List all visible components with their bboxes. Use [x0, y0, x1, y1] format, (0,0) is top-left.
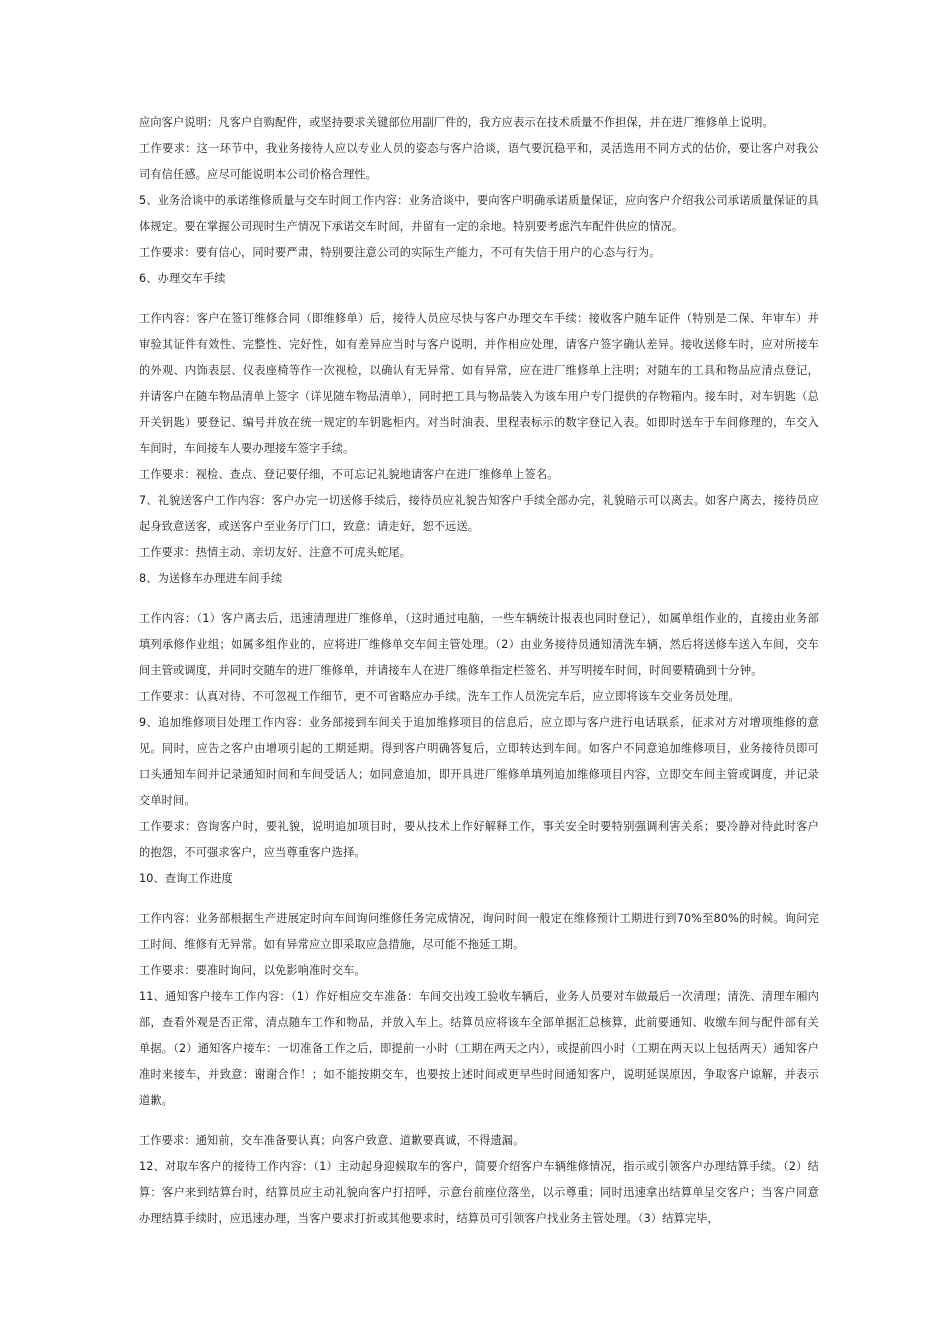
paragraph-12: 工作要求：认真对待、不可忽视工作细节，更不可省略应办手续。洗车工作人员洗完车后，应立即将该车交业务员处理。 [139, 690, 740, 703]
paragraph-3: 5、业务洽谈中的承诺维修质量与交车时间工作内容：业务洽谈中，要向客户明确承诺质量保证，应向客户介绍我公司承诺质量保证的具体规定。要在掌握公司现时生产情况下承诺交车时间，并留有一定的余地。特别要考虑汽车配件供应的情况。 [139, 194, 819, 233]
paragraph-13: 9、追加维修项目处理工作内容：业务部接到车间关于追加维修项目的信息后，应立即与客户进行电话联系，征求对方对增项维修的意见。同时，应告之客户由增项引起的工期延期。得到客户明确答复后，立即转达到车间。如客户不同意追加维修项目，业务接待员即可口头通知车间并记录通知时间和车间受话人；如同意追加，即开具进厂维修单填列追加维修项目内容，立即交车间主管或调度，并记录交单时间。 [139, 716, 819, 807]
paragraph-gap [139, 1114, 819, 1128]
paragraph-8: 7、礼貌送客户工作内容：客户办完一切送修手续后，接待员应礼貌告知客户手续全部办完，礼貌暗示可以离去。如客户离去，接待员应起身致意送客，或送客户至业务厅门口，致意：请走好，恕不远送。 [139, 494, 819, 533]
section-heading-10: 10、查询工作进度 [139, 872, 233, 885]
paragraph-9: 工作要求：热情主动、亲切友好、注意不可虎头蛇尾。 [139, 546, 412, 559]
paragraph-14: 工作要求：咨询客户时，要礼貌，说明追加项目时，要从技术上作好解释工作，事关安全时要特别强调利害关系；要冷静对待此时客户的抱怨，不可强求客户，应当尊重客户选择。 [139, 820, 819, 859]
paragraph-gap [139, 292, 819, 306]
paragraph-11: 工作内容：（1）客户离去后，迅速清理进厂维修单，（这时通过电脑，一些车辆统计报表也同时登记），如属单组作业的，直接由业务部填列承修作业组；如属多组作业的，应将进厂维修单交车间主管处理。（2）由业务接待员通知清洗车辆，然后将送修车送入车间，交车间主管或调度，并同时交随车的进厂维修单，并请接车人在进厂维修单指定栏签名、并写明接车时间，时间要精确到十分钟。 [139, 612, 819, 677]
paragraph-7: 工作要求：视检、查点、登记要仔细，不可忘记礼貌地请客户在进厂维修单上签名。 [139, 468, 559, 481]
paragraph-16: 工作内容：业务部根据生产进展定时向车间询问维修任务完成情况，询问时间一般定在维修预计工期进行到70%至80%的时候。询问完工时间、维修有无异常。如有异常应立即采取应急措施，尽可能不拖延工期。 [139, 912, 819, 951]
paragraph-gap [139, 592, 819, 606]
paragraph-2: 工作要求：这一环节中，我业务接待人应以专业人员的姿态与客户洽谈，语气要沉稳平和，灵活选用不同方式的估价，要让客户对我公司有信任感。应尽可能说明本公司价格合理性。 [139, 142, 819, 181]
paragraph-1: 应向客户说明：凡客户自购配件，或坚持要求关键部位用副厂件的，我方应表示在技术质量不作担保，并在进厂维修单上说明。 [139, 116, 774, 129]
section-heading-6: 6、办理交车手续 [139, 272, 226, 285]
paragraph-20: 12、对取车客户的接待工作内容：（1）主动起身迎候取车的客户，简要介绍客户车辆维修情况，指示或引领客户办理结算手续。（2）结算：客户来到结算台时，结算员应主动礼貌向客户打招呼，示意台前座位落坐，以示尊重；同时迅速拿出结算单呈交客户；当客户同意办理结算手续时，应迅速办理，当客户要求打折或其他要求时，结算员可引领客户找业务主管处理。（3）结算完毕， [139, 1160, 819, 1225]
paragraph-17: 工作要求：要准时询问，以免影响准时交车。 [139, 964, 366, 977]
paragraph-6: 工作内容：客户在签订维修合同（即维修单）后，接待人员应尽快与客户办理交车手续：接收客户随车证件（特别是二保、年审车）并审验其证件有效性、完整性、完好性，如有差异应当时与客户说明，并作相应处理，请客户签字确认差异。接收送修车时，应对所接车的外观、内饰表层、仪表座椅等作一次视检，以确认有无异常、如有异常，应在进厂维修单上注明；对随车的工具和物品应清点登记，并请客户在随车物品清单上签字（详见随车物品清单），同时把工具与物品装入为该车用户专门提供的存物箱内。接车时，对车钥匙（总开关钥匙）要登记、编号并放在统一规定的车钥匙柜内。对当时油表、里程表标示的数字登记入表。如即时送车于车间修理的，车交入车间时，车间接车人要办理接车签字手续。 [139, 312, 819, 455]
paragraph-19: 工作要求：通知前，交车准备要认真；向客户致意、道歉要真诚，不得遗漏。 [139, 1134, 525, 1147]
paragraph-gap [139, 892, 819, 906]
section-heading-8: 8、为送修车办理进车间手续 [139, 572, 283, 585]
document-body [139, 110, 819, 1232]
paragraph-18: 11、通知客户接车工作内容：（1）作好相应交车准备：车间交出竣工验收车辆后，业务人员要对车做最后一次清理；清洗、清理车厢内部，查看外观是否正常，清点随车工作和物品，并放入车上。结算员应将该车全部单据汇总核算，此前要通知、收缴车间与配件部有关单据。（2）通知客户接车：一切准备工作之后，即提前一小时（工期在两天之内），或提前四小时（工期在两天以上包括两天）通知客户准时来接车，并致意：谢谢合作！；如不能按期交车，也要按上述时间或更早些时间通知客户，说明延误原因，争取客户谅解，并表示道歉。 [139, 990, 819, 1107]
paragraph-4: 工作要求：要有信心，同时要严肃，特别要注意公司的实际生产能力，不可有失信于用户的心态与行为。 [139, 246, 661, 259]
